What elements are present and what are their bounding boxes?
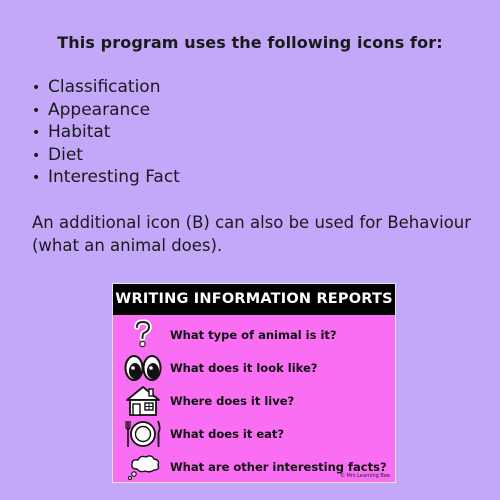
poster-row-habitat	[113, 385, 395, 418]
list-item	[32, 99, 180, 122]
bullet-icon: •	[32, 147, 41, 164]
behaviour-note: An additional icon (B) can also be used for Behaviour (what an animal does).	[32, 213, 472, 255]
list-item-label: Interesting Fact	[48, 167, 180, 187]
poster-rows	[113, 319, 395, 484]
icon-topic-list	[32, 76, 180, 189]
bullet-icon: •	[32, 170, 41, 186]
thought-bubble-icon	[123, 451, 163, 483]
bullet-icon: •	[32, 125, 41, 141]
list-item	[32, 76, 180, 99]
poster-row-text: What does it eat?	[170, 427, 285, 441]
eyes-icon	[123, 352, 163, 384]
question-mark-icon	[123, 319, 163, 351]
poster-row-interesting-fact	[113, 451, 395, 484]
house-icon	[123, 385, 163, 417]
poster-row-diet	[113, 418, 395, 451]
list-item-label: Appearance	[48, 99, 151, 120]
poster-row-appearance	[113, 352, 395, 385]
poster-row-classification	[113, 319, 395, 352]
bullet-icon: •	[32, 80, 41, 96]
poster-title: WRITING INFORMATION REPORTS	[113, 284, 395, 315]
poster-preview	[112, 283, 396, 483]
list-item-label: Classification	[48, 77, 161, 97]
list-item-label: Diet	[48, 144, 83, 165]
list-item	[32, 121, 180, 144]
list-item-label: Habitat	[48, 122, 111, 142]
plate-cutlery-icon	[123, 418, 163, 450]
list-item	[32, 144, 180, 167]
page-heading: This program uses the following icons for:	[57, 33, 443, 52]
list-item	[32, 166, 180, 189]
poster-row-text: What are other interesting facts?	[170, 460, 387, 474]
poster-credit: © Mrs Learning Bee	[339, 473, 390, 479]
poster-row-text: Where does it live?	[170, 394, 295, 408]
bullet-icon: •	[32, 102, 41, 119]
poster-row-text: What type of animal is it?	[170, 328, 337, 342]
poster-row-text: What does it look like?	[170, 361, 318, 375]
